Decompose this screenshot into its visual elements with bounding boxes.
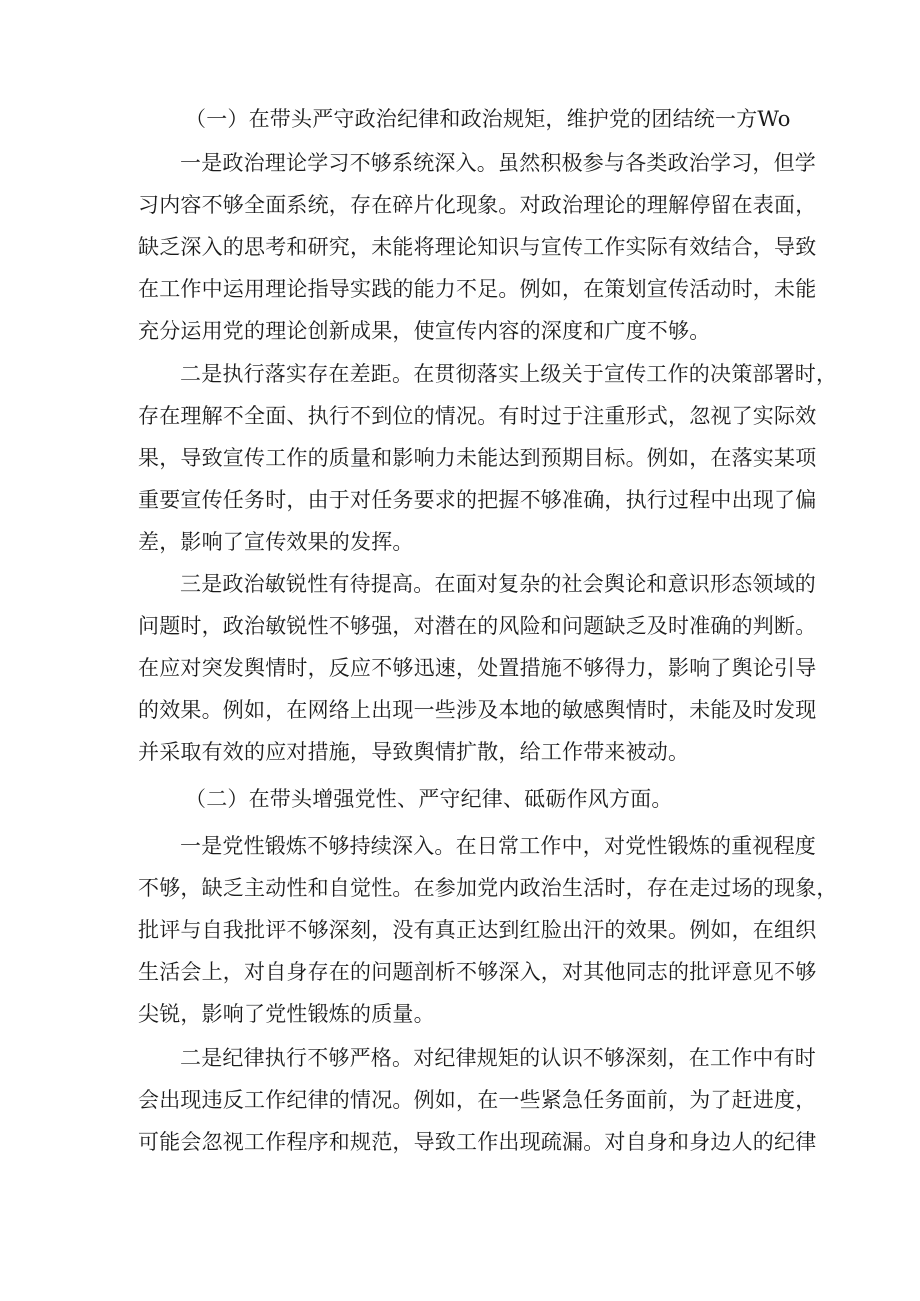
paragraph-line: 不够，缺乏主动性和自觉性。在参加党内政治生活时，存在走过场的现象， — [138, 876, 838, 900]
paragraph-line: 可能会忽视工作程序和规范，导致工作出现疏漏。对自身和身边人的纪律 — [138, 1130, 817, 1154]
paragraph-line: 二是执行落实存在差距。在贯彻落实上级关于宣传工作的决策部署时， — [180, 362, 838, 386]
paragraph-line: 重要宣传任务时，由于对任务要求的把握不够准确，执行过程中出现了偏 — [138, 488, 817, 512]
paragraph-line: 三是政治敏锐性有待提高。在面对复杂的社会舆论和意识形态领域的 — [180, 572, 816, 596]
paragraph-line: 在应对突发舆情时，反应不够迅速，处置措施不够得力，影响了舆论引导 — [138, 656, 817, 680]
paragraph-line: 充分运用党的理论创新成果，使宣传内容的深度和广度不够。 — [138, 319, 711, 343]
paragraph-line: 并采取有效的应对措施，导致舆情扩散，给工作带来被动。 — [138, 740, 690, 764]
paragraph-line: 果，导致宣传工作的质量和影响力未能达到预期目标。例如，在落实某项 — [138, 446, 817, 470]
paragraph-line: 批评与自我批评不够深刻，没有真正达到红脸出汗的效果。例如，在组织 — [138, 918, 817, 942]
paragraph-line: 习内容不够全面系统，存在碎片化现象。对政治理论的理解停留在表面， — [138, 193, 817, 217]
paragraph-line: 差，影响了宣传效果的发挥。 — [138, 530, 414, 554]
paragraph-line: 存在理解不全面、执行不到位的情况。有时过于注重形式，忽视了实际效 — [138, 404, 817, 428]
paragraph-line: 生活会上，对自身存在的问题剖析不够深入，对其他同志的批评意见不够 — [138, 960, 817, 984]
paragraph-line: 尖锐，影响了党性锻炼的质量。 — [138, 1002, 435, 1026]
paragraph-line: 问题时，政治敏锐性不够强，对潜在的风险和问题缺乏及时准确的判断。 — [138, 614, 817, 638]
paragraph-line: 一是党性锻炼不够持续深入。在日常工作中，对党性锻炼的重视程度 — [180, 834, 816, 858]
paragraph-line: 的效果。例如，在网络上出现一些涉及本地的敏感舆情时，未能及时发现 — [138, 698, 817, 722]
paragraph-line: 缺乏深入的思考和研究，未能将理论知识与宣传工作实际有效结合，导致 — [138, 235, 817, 259]
section-heading-1: （一）在带头严守政治纪律和政治规矩，维护党的团结统一方Wo — [185, 107, 791, 131]
section-heading-2: （二）在带头增强党性、严守纪律、砥砺作风方面。 — [185, 787, 673, 811]
paragraph-line: 二是纪律执行不够严格。对纪律规矩的认识不够深刻，在工作中有时 — [180, 1046, 816, 1070]
paragraph-line: 在工作中运用理论指导实践的能力不足。例如，在策划宣传活动时，未能 — [138, 277, 817, 301]
paragraph-line: 会出现违反工作纪律的情况。例如，在一些紧急任务面前，为了赶进度， — [138, 1088, 817, 1112]
paragraph-line: 一是政治理论学习不够系统深入。虽然积极参与各类政治学习，但学 — [180, 151, 816, 175]
